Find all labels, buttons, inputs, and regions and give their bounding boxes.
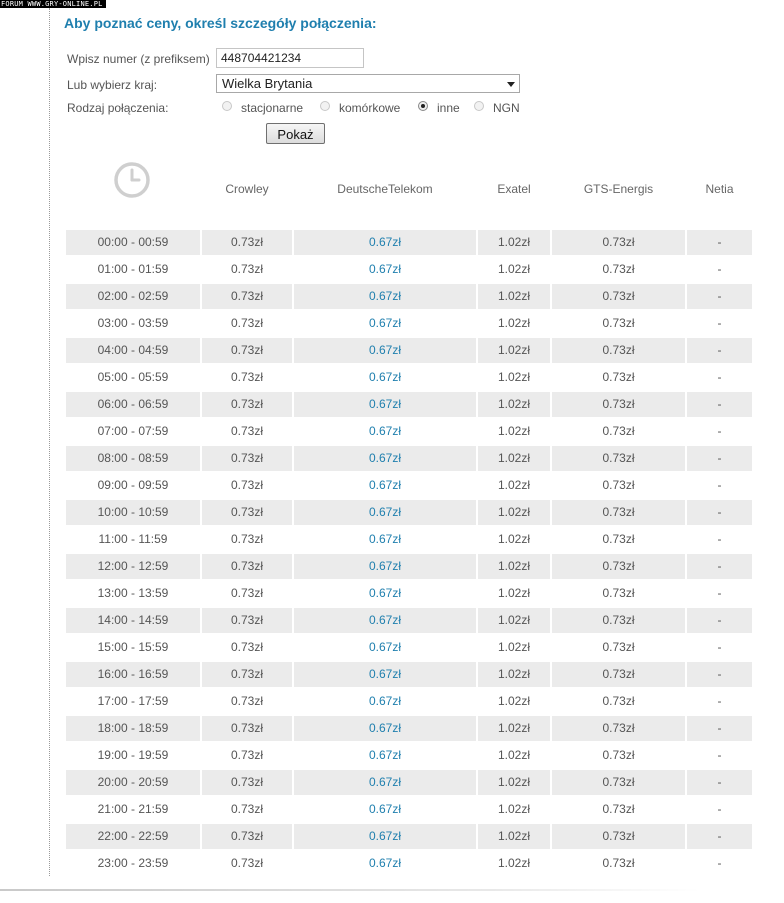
gts-energis-price-cell: 0.73zł [552, 338, 685, 363]
crowley-price-cell: 0.73zł [230, 262, 264, 276]
gts-energis-price-cell: 0.73zł [602, 748, 635, 762]
table-row [0, 554, 784, 579]
time-cell: 05:00 - 05:59 [97, 370, 169, 384]
deutschetelekom-price-cell: 0.67zł [294, 824, 476, 849]
table-row [0, 473, 784, 498]
exatel-price-cell: 1.02zł [478, 284, 550, 309]
table-row [0, 527, 784, 552]
table-row [0, 662, 784, 687]
table-row [0, 338, 784, 363]
exatel-price-cell: 1.02zł [497, 262, 531, 276]
netia-price-cell: - [687, 230, 752, 255]
netia-price-cell: - [687, 716, 752, 741]
table-row [0, 230, 784, 255]
netia-price-cell: - [687, 554, 752, 579]
deutschetelekom-price-cell: 0.67zł [368, 802, 402, 816]
netia-price-cell: - [687, 338, 752, 363]
gts-energis-price-cell: 0.73zł [552, 230, 685, 255]
crowley-price-cell: 0.73zł [202, 446, 292, 471]
deutschetelekom-price-cell: 0.67zł [368, 586, 402, 600]
gts-energis-price-cell: 0.73zł [552, 554, 685, 579]
exatel-price-cell: 1.02zł [478, 392, 550, 417]
time-cell: 13:00 - 13:59 [97, 586, 169, 600]
column-header-netia: Netia [705, 182, 734, 196]
table-row [0, 446, 784, 471]
exatel-price-cell: 1.02zł [497, 532, 531, 546]
crowley-price-cell: 0.73zł [202, 230, 292, 255]
time-cell: 01:00 - 01:59 [97, 262, 169, 276]
crowley-price-cell: 0.73zł [230, 424, 264, 438]
time-cell: 19:00 - 19:59 [97, 748, 169, 762]
netia-price-cell: - [717, 586, 722, 600]
netia-price-cell: - [687, 662, 752, 687]
radio-label-komorkowe: komórkowe [339, 101, 401, 115]
crowley-price-cell: 0.73zł [230, 316, 264, 330]
time-cell: 03:00 - 03:59 [97, 316, 169, 330]
phone-number-input[interactable] [216, 48, 364, 68]
netia-price-cell: - [687, 500, 752, 525]
table-row [0, 284, 784, 309]
netia-price-cell: - [687, 392, 752, 417]
crowley-price-cell: 0.73zł [202, 608, 292, 633]
exatel-price-cell: 1.02zł [478, 500, 550, 525]
time-cell: 10:00 - 10:59 [66, 500, 200, 525]
table-row [0, 716, 784, 741]
exatel-price-cell: 1.02zł [478, 824, 550, 849]
radio-label-inne: inne [437, 101, 460, 115]
deutschetelekom-price-cell: 0.67zł [294, 554, 476, 579]
deutschetelekom-price-cell: 0.67zł [368, 856, 402, 870]
crowley-price-cell: 0.73zł [202, 824, 292, 849]
gts-energis-price-cell: 0.73zł [552, 770, 685, 795]
table-row [0, 608, 784, 633]
exatel-price-cell: 1.02zł [497, 586, 531, 600]
deutschetelekom-price-cell: 0.67zł [294, 500, 476, 525]
gts-energis-price-cell: 0.73zł [602, 370, 635, 384]
exatel-price-cell: 1.02zł [497, 316, 531, 330]
crowley-price-cell: 0.73zł [202, 284, 292, 309]
country-select[interactable] [216, 74, 520, 93]
connection-type-label: Rodzaj połączenia: [67, 101, 169, 115]
deutschetelekom-price-cell: 0.67zł [368, 748, 402, 762]
gts-energis-price-cell: 0.73zł [552, 446, 685, 471]
deutschetelekom-price-cell: 0.67zł [368, 262, 402, 276]
table-row [0, 689, 784, 714]
deutschetelekom-price-cell: 0.67zł [294, 662, 476, 687]
netia-price-cell: - [717, 316, 722, 330]
gts-energis-price-cell: 0.73zł [602, 586, 635, 600]
netia-price-cell: - [687, 446, 752, 471]
crowley-price-cell: 0.73zł [230, 748, 264, 762]
time-cell: 02:00 - 02:59 [66, 284, 200, 309]
table-row [0, 851, 784, 876]
exatel-price-cell: 1.02zł [478, 230, 550, 255]
gts-energis-price-cell: 0.73zł [602, 640, 635, 654]
exatel-price-cell: 1.02zł [478, 446, 550, 471]
time-cell: 09:00 - 09:59 [97, 478, 169, 492]
crowley-price-cell: 0.73zł [202, 554, 292, 579]
deutschetelekom-price-cell: 0.67zł [294, 284, 476, 309]
deutschetelekom-price-cell: 0.67zł [294, 770, 476, 795]
netia-price-cell: - [717, 802, 722, 816]
exatel-price-cell: 1.02zł [478, 554, 550, 579]
crowley-price-cell: 0.73zł [230, 694, 264, 708]
time-cell: 08:00 - 08:59 [66, 446, 200, 471]
radio-button-stacjonarne[interactable] [222, 101, 232, 111]
deutschetelekom-price-cell: 0.67zł [294, 230, 476, 255]
crowley-price-cell: 0.73zł [202, 500, 292, 525]
netia-price-cell: - [687, 284, 752, 309]
time-cell: 23:00 - 23:59 [97, 856, 169, 870]
exatel-price-cell: 1.02zł [497, 640, 531, 654]
gts-energis-price-cell: 0.73zł [552, 662, 685, 687]
radio-label-ngn: NGN [493, 101, 520, 115]
table-row [0, 419, 784, 444]
crowley-price-cell: 0.73zł [202, 770, 292, 795]
deutschetelekom-price-cell: 0.67zł [368, 424, 402, 438]
time-cell: 14:00 - 14:59 [66, 608, 200, 633]
exatel-price-cell: 1.02zł [497, 802, 531, 816]
deutschetelekom-price-cell: 0.67zł [368, 478, 402, 492]
gts-energis-price-cell: 0.73zł [602, 262, 635, 276]
crowley-price-cell: 0.73zł [230, 532, 264, 546]
netia-price-cell: - [717, 370, 722, 384]
gts-energis-price-cell: 0.73zł [552, 500, 685, 525]
gts-energis-price-cell: 0.73zł [552, 608, 685, 633]
table-row [0, 257, 784, 282]
table-row [0, 581, 784, 606]
netia-price-cell: - [717, 694, 722, 708]
deutschetelekom-price-cell: 0.67zł [368, 370, 402, 384]
netia-price-cell: - [717, 262, 722, 276]
time-cell: 12:00 - 12:59 [66, 554, 200, 579]
show-button[interactable]: Pokaż [266, 123, 325, 144]
time-cell: 15:00 - 15:59 [97, 640, 169, 654]
country-label: Lub wybierz kraj: [67, 78, 158, 92]
exatel-price-cell: 1.02zł [497, 748, 531, 762]
crowley-price-cell: 0.73zł [202, 392, 292, 417]
time-cell: 16:00 - 16:59 [66, 662, 200, 687]
exatel-price-cell: 1.02zł [497, 370, 531, 384]
crowley-price-cell: 0.73zł [230, 586, 264, 600]
site-watermark: FORUM WWW.GRY-ONLINE.PL [0, 0, 106, 8]
time-cell: 18:00 - 18:59 [66, 716, 200, 741]
gts-energis-price-cell: 0.73zł [602, 424, 635, 438]
crowley-price-cell: 0.73zł [230, 856, 264, 870]
netia-price-cell: - [687, 770, 752, 795]
deutschetelekom-price-cell: 0.67zł [368, 640, 402, 654]
time-cell: 17:00 - 17:59 [97, 694, 169, 708]
exatel-price-cell: 1.02zł [497, 424, 531, 438]
number-label: Wpisz numer (z prefiksem) [67, 52, 210, 66]
crowley-price-cell: 0.73zł [230, 478, 264, 492]
deutschetelekom-price-cell: 0.67zł [368, 532, 402, 546]
gts-energis-price-cell: 0.73zł [602, 856, 635, 870]
netia-price-cell: - [717, 748, 722, 762]
column-header-gts-energis: GTS-Energis [583, 182, 654, 196]
table-row [0, 311, 784, 336]
country-select-value: Wielka Brytania [222, 76, 313, 91]
deutschetelekom-price-cell: 0.67zł [368, 316, 402, 330]
table-row [0, 365, 784, 390]
radio-label-stacjonarne: stacjonarne [241, 101, 304, 115]
table-row [0, 797, 784, 822]
time-cell: 20:00 - 20:59 [66, 770, 200, 795]
gts-energis-price-cell: 0.73zł [552, 824, 685, 849]
netia-price-cell: - [717, 424, 722, 438]
gts-energis-price-cell: 0.73zł [602, 802, 635, 816]
netia-price-cell: - [717, 532, 722, 546]
page-title: Aby poznać ceny, określ szczegóły połączenia: [64, 15, 377, 31]
exatel-price-cell: 1.02zł [478, 608, 550, 633]
exatel-price-cell: 1.02zł [497, 694, 531, 708]
time-cell: 06:00 - 06:59 [66, 392, 200, 417]
crowley-price-cell: 0.73zł [230, 640, 264, 654]
netia-price-cell: - [687, 824, 752, 849]
time-cell: 22:00 - 22:59 [66, 824, 200, 849]
gts-energis-price-cell: 0.73zł [552, 716, 685, 741]
column-header-exatel: Exatel [497, 182, 531, 196]
deutschetelekom-price-cell: 0.67zł [294, 338, 476, 363]
exatel-price-cell: 1.02zł [478, 716, 550, 741]
column-header-deutschetelekom: DeutscheTelekom [337, 182, 433, 196]
gts-energis-price-cell: 0.73zł [552, 284, 685, 309]
netia-price-cell: - [717, 640, 722, 654]
deutschetelekom-price-cell: 0.67zł [368, 694, 402, 708]
netia-price-cell: - [717, 856, 722, 870]
column-header-crowley: Crowley [225, 182, 269, 196]
time-cell: 04:00 - 04:59 [66, 338, 200, 363]
table-row [0, 824, 784, 849]
gts-energis-price-cell: 0.73zł [602, 316, 635, 330]
crowley-price-cell: 0.73zł [230, 370, 264, 384]
deutschetelekom-price-cell: 0.67zł [294, 392, 476, 417]
crowley-price-cell: 0.73zł [202, 338, 292, 363]
radio-button-komorkowe[interactable] [320, 101, 330, 111]
time-cell: 11:00 - 11:59 [98, 532, 168, 546]
clock-icon [114, 162, 150, 198]
time-cell: 07:00 - 07:59 [97, 424, 169, 438]
table-row [0, 392, 784, 417]
exatel-price-cell: 1.02zł [478, 338, 550, 363]
exatel-price-cell: 1.02zł [478, 770, 550, 795]
exatel-price-cell: 1.02zł [497, 856, 531, 870]
deutschetelekom-price-cell: 0.67zł [294, 446, 476, 471]
deutschetelekom-price-cell: 0.67zł [294, 716, 476, 741]
gts-energis-price-cell: 0.73zł [602, 478, 635, 492]
netia-price-cell: - [687, 608, 752, 633]
time-cell: 00:00 - 00:59 [66, 230, 200, 255]
table-row [0, 635, 784, 660]
gts-energis-price-cell: 0.73zł [602, 532, 635, 546]
table-row [0, 500, 784, 525]
radio-button-inne[interactable] [418, 101, 428, 111]
gts-energis-price-cell: 0.73zł [552, 392, 685, 417]
crowley-price-cell: 0.73zł [202, 716, 292, 741]
time-cell: 21:00 - 21:59 [97, 802, 169, 816]
crowley-price-cell: 0.73zł [230, 802, 264, 816]
table-row [0, 743, 784, 768]
bottom-divider [0, 889, 700, 891]
gts-energis-price-cell: 0.73zł [602, 694, 635, 708]
exatel-price-cell: 1.02zł [478, 662, 550, 687]
crowley-price-cell: 0.73zł [202, 662, 292, 687]
chevron-down-icon [507, 82, 515, 87]
table-row [0, 770, 784, 795]
exatel-price-cell: 1.02zł [497, 478, 531, 492]
deutschetelekom-price-cell: 0.67zł [294, 608, 476, 633]
netia-price-cell: - [717, 478, 722, 492]
radio-button-ngn[interactable] [474, 101, 484, 111]
